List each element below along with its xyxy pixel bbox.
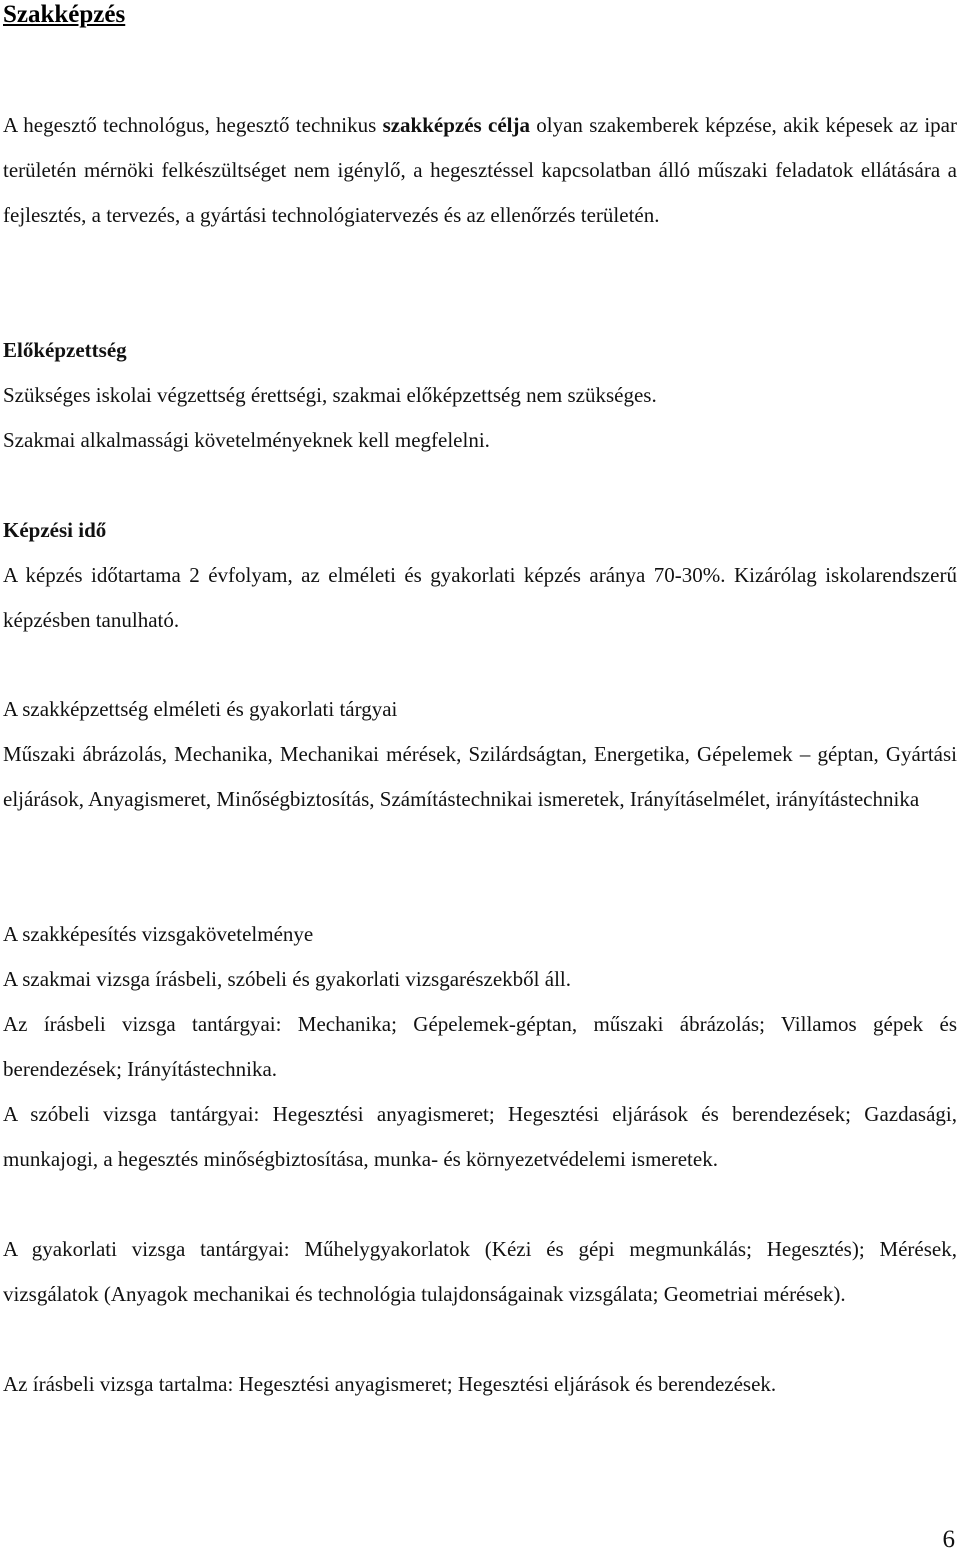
goal-text-start: A hegesztő technológus, hegesztő technikus bbox=[3, 113, 383, 137]
duration-text: A képzés időtartama 2 évfolyam, az elméleti és gyakorlati képzés aránya 70-30%. Kizárólag iskolarendszerű képzésben tanulható. bbox=[3, 563, 957, 632]
exam-paragraph-1: A szakmai vizsga írásbeli, szóbeli és gyakorlati vizsgarészekből áll. bbox=[3, 967, 571, 991]
prereq-heading: Előképzettség bbox=[3, 338, 127, 362]
exam-paragraph-4: A gyakorlati vizsga tantárgyai: Műhelygyakorlatok (Kézi és gépi megmunkálás; Hegesztés); Mérések, vizsgálatok (Anyagok mechanikai és technológia tulajdonságainak vizsgálata; Geometriai mérések). bbox=[3, 1237, 957, 1306]
subjects-text: Műszaki ábrázolás, Mechanika, Mechanikai mérések, Szilárdságtan, Energetika, Gépelemek – géptan, Gyártási eljárások, Anyagismeret, Minőségbiztosítás, Számítástechnikai ismeretek, Irányításelmélet, irányítástechnika bbox=[3, 742, 957, 811]
subjects-heading: A szakképzettség elméleti és gyakorlati tárgyai bbox=[3, 697, 398, 721]
exam-paragraph-2: Az írásbeli vizsga tantárgyai: Mechanika; Gépelemek-géptan, műszaki ábrázolás; Villamos gépek és berendezések; Irányítástechnika. bbox=[3, 1012, 957, 1081]
page-number: 6 bbox=[942, 1526, 955, 1553]
goal-emphasis: szakképzés célja bbox=[382, 113, 530, 137]
exam-paragraph-5: Az írásbeli vizsga tartalma: Hegesztési anyagismeret; Hegesztési eljárások és berendezések. bbox=[3, 1372, 777, 1396]
page-title: Szakképzés bbox=[3, 1, 126, 28]
exam-heading: A szakképesítés vizsgakövetelménye bbox=[3, 922, 314, 946]
prereq-line-1: Szükséges iskolai végzettség érettségi, szakmai előképzettség nem szükséges. bbox=[3, 383, 657, 407]
goal-text-end: olyan szakemberek képzése, akik képesek az ipar területén mérnöki felkészültséget nem igénylő, a hegesztéssel kapcsolatban álló műszaki feladatok ellátására a fejlesztés, a tervezés, a gyártási technológiatervezés és az ellenőrzés területén. bbox=[3, 113, 957, 227]
exam-paragraph-3: A szóbeli vizsga tantárgyai: Hegesztési anyagismeret; Hegesztési eljárások és berendezések; Gazdasági, munkajogi, a hegesztés minőségbiztosítása, munka- és környezetvédelemi ismeretek. bbox=[3, 1102, 957, 1171]
goal-paragraph bbox=[3, 103, 957, 238]
duration-heading: Képzési idő bbox=[3, 518, 107, 542]
prereq-line-2: Szakmai alkalmassági követelményeknek kell megfelelni. bbox=[3, 428, 490, 452]
